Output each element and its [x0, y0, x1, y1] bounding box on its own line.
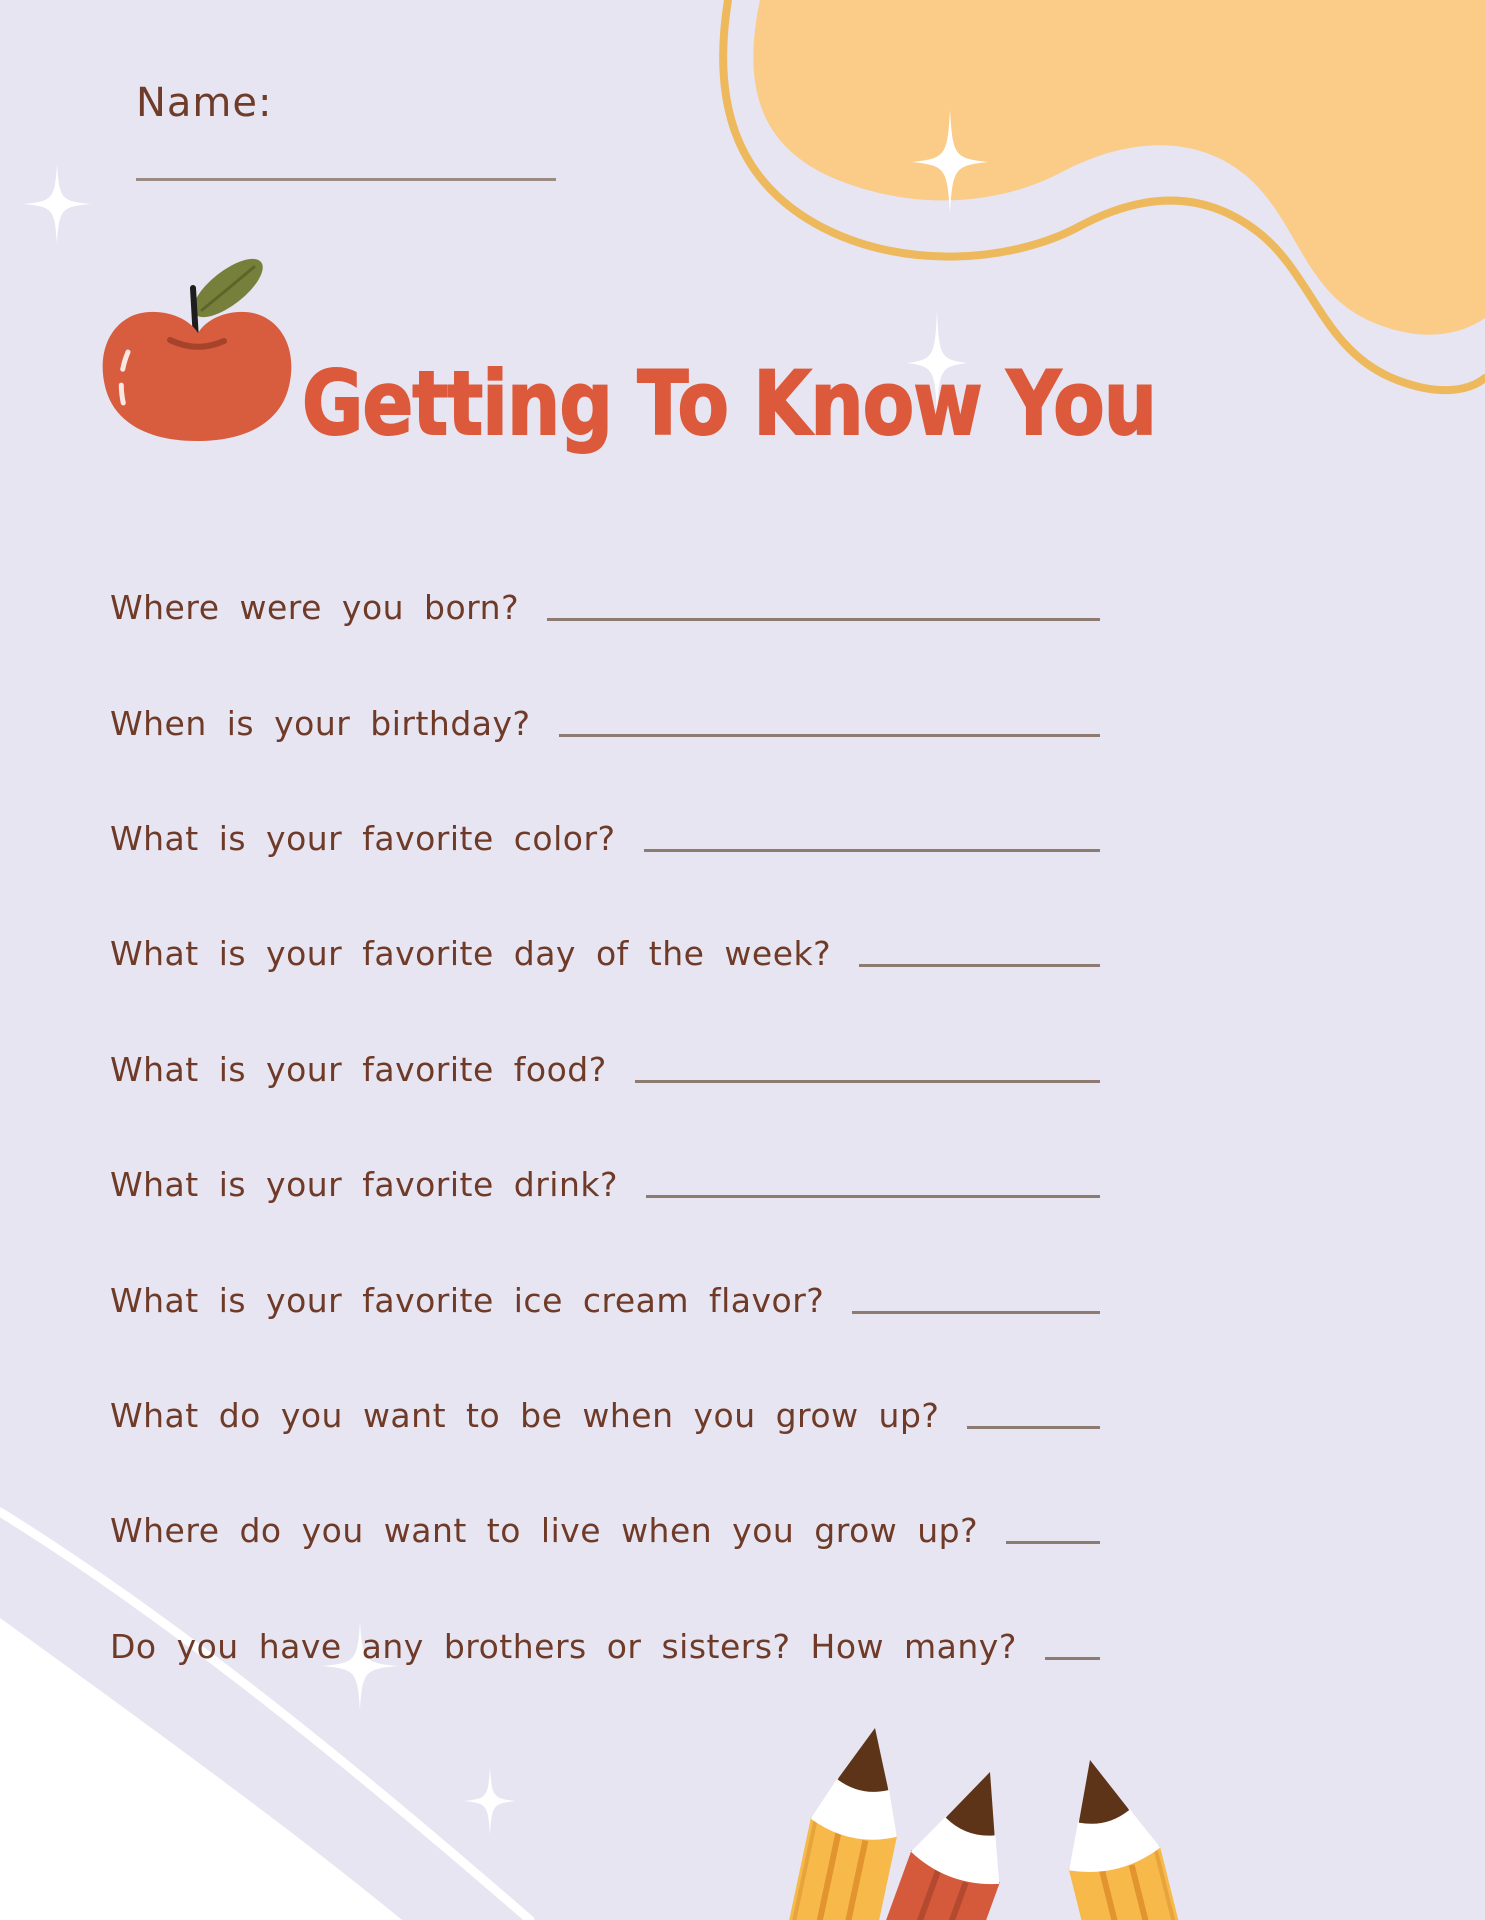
question-label: What is your favorite day of the week?	[110, 934, 832, 974]
question-label: Where were you born?	[110, 588, 520, 628]
answer-line[interactable]	[967, 1426, 1100, 1429]
question-row	[110, 781, 1100, 896]
question-label: What is your favorite ice cream flavor?	[110, 1280, 825, 1320]
question-row	[110, 896, 1100, 1011]
question-row	[110, 665, 1100, 780]
name-label: Name:	[136, 80, 273, 126]
answer-line[interactable]	[1045, 1657, 1100, 1660]
question-label: When is your birthday?	[110, 703, 531, 743]
question-label: Do you have any brothers or sisters? How many?	[110, 1626, 1017, 1666]
question-label: Where do you want to live when you grow up?	[110, 1511, 979, 1551]
question-label: What is your favorite drink?	[110, 1165, 618, 1205]
answer-line[interactable]	[646, 1195, 1100, 1198]
question-label: What do you want to be when you grow up?	[110, 1395, 940, 1435]
answer-line[interactable]	[635, 1080, 1100, 1083]
answer-line[interactable]	[547, 618, 1100, 621]
answer-line[interactable]	[1006, 1541, 1100, 1544]
question-row	[110, 1358, 1100, 1473]
name-input-line[interactable]	[136, 178, 556, 181]
question-row	[110, 550, 1100, 665]
page-title: Getting To Know You	[302, 352, 1157, 455]
answer-line[interactable]	[859, 964, 1100, 967]
answer-line[interactable]	[852, 1311, 1100, 1314]
question-label: What is your favorite food?	[110, 1049, 607, 1089]
question-row	[110, 1242, 1100, 1357]
question-row	[110, 1012, 1100, 1127]
question-row	[110, 1589, 1100, 1704]
answer-line[interactable]	[559, 734, 1100, 737]
answer-line[interactable]	[644, 849, 1100, 852]
question-label: What is your favorite color?	[110, 818, 616, 858]
question-row	[110, 1127, 1100, 1242]
question-row	[110, 1473, 1100, 1588]
questions-list	[110, 550, 1100, 1704]
